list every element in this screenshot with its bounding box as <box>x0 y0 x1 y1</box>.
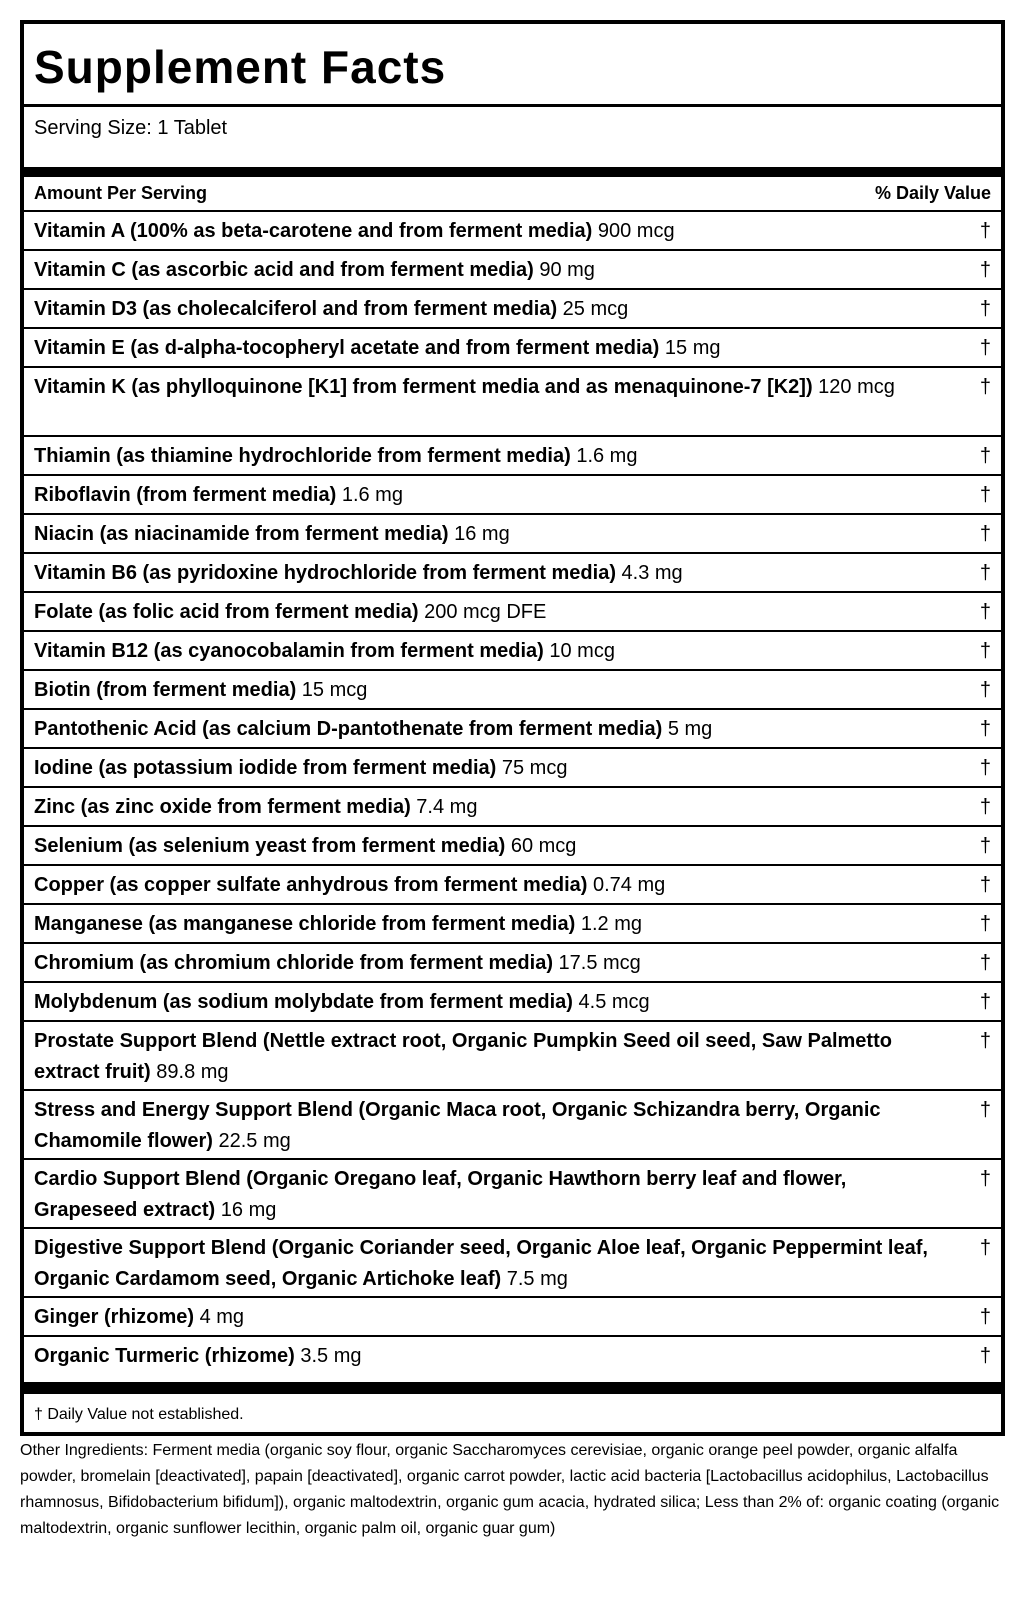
daily-value-dagger: † <box>979 1345 991 1367</box>
nutrient-text <box>34 558 971 589</box>
nutrient-name: Vitamin B6 (as pyridoxine hydrochloride from ferment media) <box>34 562 616 584</box>
nutrient-text <box>34 909 971 940</box>
nutrient-amount: 4.5 mcg <box>572 991 650 1013</box>
footnote: † Daily Value not established. <box>34 1406 244 1423</box>
nutrient-name: Zinc (as zinc oxide from ferment media) <box>34 796 411 818</box>
nutrient-text <box>34 831 971 862</box>
nutrient-row <box>24 827 1001 866</box>
daily-value-dagger: † <box>979 484 991 506</box>
nutrient-row <box>24 476 1001 515</box>
nutrient-text <box>34 480 971 511</box>
nutrient-amount: 7.5 mg <box>501 1268 568 1290</box>
nutrient-amount: 89.8 mg <box>150 1061 229 1083</box>
nutrient-text <box>34 597 971 628</box>
nutrient-name: Molybdenum (as sodium molybdate from ferment media) <box>34 991 573 1013</box>
daily-value-dagger: † <box>979 874 991 896</box>
nutrient-text <box>34 1302 971 1333</box>
nutrient-name: Ginger (rhizome) <box>34 1306 195 1328</box>
nutrient-text <box>34 1233 971 1295</box>
daily-value-dagger: † <box>979 445 991 467</box>
daily-value-dagger: † <box>979 601 991 623</box>
nutrient-name: Vitamin D3 (as cholecalciferol and from ferment media) <box>34 298 558 320</box>
nutrient-name: Vitamin K (as phylloquinone [K1] from ferment media and as menaquinone-7 [K2]) <box>34 376 813 398</box>
daily-value-dagger: † <box>979 523 991 545</box>
thick-divider <box>24 167 1001 177</box>
daily-value-dagger: † <box>979 952 991 974</box>
daily-value-dagger: † <box>979 679 991 701</box>
amount-per-serving-header: Amount Per Serving <box>34 183 208 203</box>
daily-value-dagger: † <box>979 835 991 857</box>
daily-value-header: % Daily Value <box>874 183 991 203</box>
nutrient-name: Niacin (as niacinamide from ferment media) <box>34 523 449 545</box>
nutrient-name: Vitamin B12 (as cyanocobalamin from ferment media) <box>34 640 544 662</box>
nutrient-name: Biotin (from ferment media) <box>34 679 297 701</box>
nutrient-text <box>34 675 971 706</box>
nutrient-amount: 75 mcg <box>496 757 568 779</box>
nutrient-amount: 16 mg <box>448 523 510 545</box>
nutrient-row <box>24 1160 1001 1229</box>
nutrient-text <box>34 987 971 1018</box>
nutrient-amount: 4.3 mg <box>615 562 683 584</box>
nutrient-text <box>34 1164 971 1226</box>
nutrient-row <box>24 1337 1001 1376</box>
nutrient-name: Cardio Support Blend (Organic Oregano leaf, Organic Hawthorn berry leaf and flower, Grapeseed extract) <box>34 1168 847 1221</box>
nutrient-amount: 16 mg <box>215 1199 277 1221</box>
nutrient-text <box>34 333 971 364</box>
nutrient-amount: 15 mcg <box>296 679 368 701</box>
nutrient-amount: 1.6 mg <box>570 445 638 467</box>
nutrient-text <box>34 1095 971 1157</box>
nutrient-name: Vitamin C (as ascorbic acid and from ferment media) <box>34 259 534 281</box>
daily-value-dagger: † <box>979 259 991 281</box>
serving-size: Serving Size: 1 Tablet <box>34 117 228 139</box>
nutrient-amount: 900 mcg <box>592 220 675 242</box>
nutrient-row <box>24 866 1001 905</box>
nutrient-amount: 5 mg <box>662 718 713 740</box>
daily-value-dagger: † <box>979 796 991 818</box>
nutrient-text <box>34 714 971 745</box>
supplement-facts-label <box>20 20 1005 1436</box>
nutrient-name: Iodine (as potassium iodide from ferment media) <box>34 757 497 779</box>
nutrient-text <box>34 255 971 286</box>
label-title: Supplement Facts <box>24 24 1001 107</box>
nutrient-text <box>34 441 971 472</box>
nutrient-row <box>24 368 1001 437</box>
nutrient-amount: 90 mg <box>533 259 595 281</box>
column-header-row <box>24 177 1001 212</box>
nutrient-amount: 17.5 mcg <box>552 952 641 974</box>
daily-value-dagger: † <box>979 1237 991 1259</box>
thick-divider-bottom <box>24 1382 1001 1394</box>
nutrient-row <box>24 251 1001 290</box>
nutrient-row <box>24 983 1001 1022</box>
nutrient-name: Manganese (as manganese chloride from ferment media) <box>34 913 576 935</box>
daily-value-dagger: † <box>979 220 991 242</box>
nutrient-row <box>24 1229 1001 1298</box>
nutrient-row <box>24 788 1001 827</box>
daily-value-dagger: † <box>979 562 991 584</box>
nutrient-amount: 0.74 mg <box>587 874 666 896</box>
nutrient-name: Vitamin E (as d-alpha-tocopheryl acetate and from ferment media) <box>34 337 660 359</box>
nutrient-text <box>34 753 971 784</box>
nutrient-name: Prostate Support Blend (Nettle extract root, Organic Pumpkin Seed oil seed, Saw Palmetto extract fruit) <box>34 1030 892 1083</box>
nutrient-name: Copper (as copper sulfate anhydrous from ferment media) <box>34 874 588 896</box>
nutrient-name: Thiamin (as thiamine hydrochloride from ferment media) <box>34 445 571 467</box>
nutrient-row <box>24 290 1001 329</box>
nutrient-amount: 10 mcg <box>543 640 615 662</box>
nutrient-name: Folate (as folic acid from ferment media) <box>34 601 419 623</box>
daily-value-dagger: † <box>979 337 991 359</box>
nutrient-rows <box>24 212 1001 1376</box>
nutrient-amount: 60 mcg <box>505 835 577 857</box>
nutrient-row <box>24 632 1001 671</box>
daily-value-dagger: † <box>979 376 991 398</box>
nutrient-row <box>24 944 1001 983</box>
nutrient-row <box>24 593 1001 632</box>
nutrient-amount: 1.2 mg <box>575 913 642 935</box>
nutrient-amount: 7.4 mg <box>410 796 478 818</box>
nutrient-amount: 15 mg <box>659 337 721 359</box>
daily-value-dagger: † <box>979 718 991 740</box>
nutrient-amount: 25 mcg <box>557 298 629 320</box>
nutrient-row <box>24 515 1001 554</box>
daily-value-dagger: † <box>979 298 991 320</box>
nutrient-text <box>34 870 971 901</box>
nutrient-row <box>24 1022 1001 1091</box>
nutrient-text <box>34 372 971 403</box>
nutrient-row <box>24 554 1001 593</box>
daily-value-dagger: † <box>979 1168 991 1190</box>
nutrient-amount: 22.5 mg <box>212 1130 291 1152</box>
nutrient-text <box>34 636 971 667</box>
nutrient-row <box>24 329 1001 368</box>
nutrient-row <box>24 212 1001 251</box>
nutrient-row <box>24 1091 1001 1160</box>
nutrient-name: Selenium (as selenium yeast from ferment media) <box>34 835 506 857</box>
nutrient-row <box>24 749 1001 788</box>
nutrient-name: Chromium (as chromium chloride from ferment media) <box>34 952 553 974</box>
nutrient-text <box>34 1026 971 1088</box>
nutrient-row <box>24 671 1001 710</box>
nutrient-name: Organic Turmeric (rhizome) <box>34 1345 295 1367</box>
nutrient-text <box>34 216 971 247</box>
nutrient-amount: 3.5 mg <box>294 1345 362 1367</box>
nutrient-row <box>24 437 1001 476</box>
nutrient-name: Digestive Support Blend (Organic Coriander seed, Organic Aloe leaf, Organic Peppermint leaf, Organic Cardamom seed, Organic Artichoke leaf) <box>34 1237 928 1290</box>
nutrient-amount: 1.6 mg <box>336 484 403 506</box>
daily-value-dagger: † <box>979 640 991 662</box>
nutrient-text <box>34 792 971 823</box>
nutrient-text <box>34 1341 971 1372</box>
nutrient-name: Stress and Energy Support Blend (Organic Maca root, Organic Schizandra berry, Organic Chamomile flower) <box>34 1099 881 1152</box>
nutrient-row <box>24 905 1001 944</box>
nutrient-text <box>34 519 971 550</box>
nutrient-name: Riboflavin (from ferment media) <box>34 484 337 506</box>
nutrient-name: Vitamin A (100% as beta-carotene and from ferment media) <box>34 220 593 242</box>
nutrient-name: Pantothenic Acid (as calcium D-pantothenate from ferment media) <box>34 718 663 740</box>
daily-value-dagger: † <box>979 1306 991 1328</box>
nutrient-amount: 120 mcg <box>812 376 895 398</box>
nutrient-text <box>34 948 971 979</box>
nutrient-row <box>24 1298 1001 1337</box>
daily-value-dagger: † <box>979 991 991 1013</box>
nutrient-text <box>34 294 971 325</box>
daily-value-dagger: † <box>979 757 991 779</box>
daily-value-dagger: † <box>979 1099 991 1121</box>
daily-value-dagger: † <box>979 913 991 935</box>
daily-value-dagger: † <box>979 1030 991 1052</box>
other-ingredients: Other Ingredients: Ferment media (organic soy flour, organic Saccharomyces cerevisiae, organic orange peel powder, organic alfalfa powder, bromelain [deactivated], papain [deactivated], organic carrot powder, lactic acid bacteria [Lactobacillus acidophilus, Lactobacillus rhamnosus, Bifidobacterium bifidum]), organic maltodextrin, organic gum acacia, hydrated silica; Less than 2% of: organic coating (organic maltodextrin, organic sunflower lecithin, organic palm oil, organic guar gum) <box>20 1442 1000 1537</box>
nutrient-amount: 200 mcg DFE <box>418 601 547 623</box>
nutrient-amount: 4 mg <box>194 1306 245 1328</box>
nutrient-row <box>24 710 1001 749</box>
